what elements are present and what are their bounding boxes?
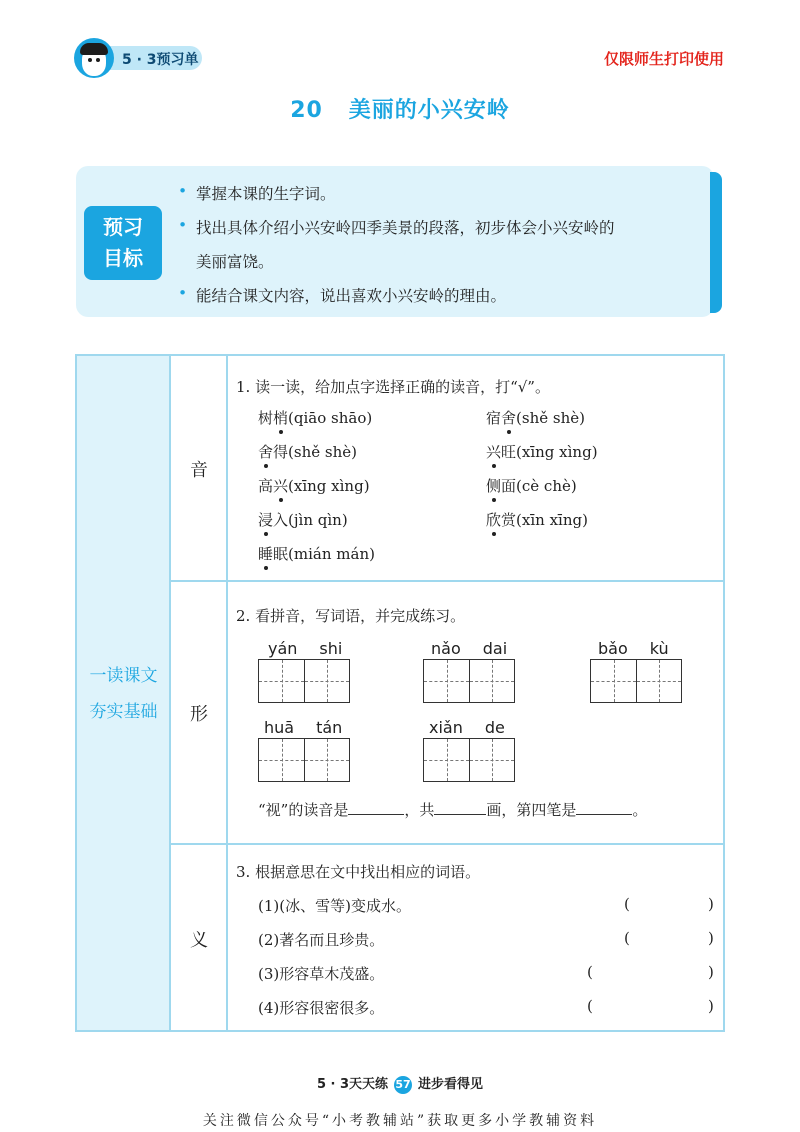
category-sound: 音 xyxy=(190,460,208,481)
answer-paren-open: ( xyxy=(587,963,593,981)
section-name-line2: 夯实基础 xyxy=(89,702,158,722)
bullet-dot-icon: • xyxy=(178,284,188,302)
answer-paren-open: ( xyxy=(624,929,630,947)
page-number: 57 xyxy=(394,1076,412,1094)
avatar-eye-right xyxy=(96,58,100,62)
bullet-dot-icon: • xyxy=(178,216,188,234)
print-notice: 仅限师生打印使用 xyxy=(603,50,724,68)
definition-item: (3)形容草木茂盛。 xyxy=(258,965,385,983)
header-badge-label: 5 · 3预习单 xyxy=(122,52,199,68)
definition-item: (2)著名而且珍贵。 xyxy=(258,931,385,949)
header-badge xyxy=(74,38,204,78)
fill-in-sentence: “视”的读音是 ，共 画，第四笔是 。 xyxy=(258,801,648,819)
cartoon-boy-icon xyxy=(74,38,114,78)
pronunciation-item: 宿舍(shě shè) xyxy=(486,409,585,427)
category-meaning: 义 xyxy=(190,930,208,951)
goals-label-line1: 预习 xyxy=(103,215,143,239)
page-title: 20 美丽的小兴安岭 xyxy=(290,98,510,123)
pronunciation-item: 兴旺(xīng xìng) xyxy=(486,443,598,461)
pronunciation-item: 侧面(cè chè) xyxy=(486,477,577,495)
watermark-text: 关注微信公众号“小考教辅站”获取更多小学教辅资料 xyxy=(202,1113,598,1129)
answer-paren-close: ) xyxy=(708,929,714,947)
footer-right: 进步看得见 xyxy=(418,1077,484,1092)
pinyin-label: xiǎn de xyxy=(429,718,505,737)
definition-item: (1)(冰、雪等)变成水。 xyxy=(258,897,411,915)
page-footer xyxy=(0,1073,800,1094)
answer-paren-close: ) xyxy=(708,963,714,981)
pronunciation-item: 树梢(qiāo shāo) xyxy=(258,409,373,427)
pinyin-label: nǎo dai xyxy=(431,639,508,658)
avatar-hair xyxy=(80,43,108,55)
answer-paren-close: ) xyxy=(708,997,714,1015)
answer-blank[interactable] xyxy=(348,801,404,815)
answer-blank[interactable] xyxy=(576,801,632,815)
pronunciation-item: 舍得(shě shè) xyxy=(258,443,357,461)
question-2-prompt: 2. 看拼音，写词语，并完成练习。 xyxy=(236,607,466,625)
pronunciation-item: 欣赏(xīn xīng) xyxy=(486,511,588,529)
definition-item: (4)形容很密很多。 xyxy=(258,999,385,1017)
pinyin-label: bǎo kù xyxy=(598,639,669,658)
writing-grid[interactable] xyxy=(423,659,515,703)
writing-grid[interactable] xyxy=(590,659,682,703)
writing-grid[interactable] xyxy=(423,738,515,782)
answer-paren-open: ( xyxy=(587,997,593,1015)
category-shape: 形 xyxy=(190,704,208,725)
section-name-line1: 一读课文 xyxy=(89,666,158,686)
goals-box-edge xyxy=(710,172,722,313)
writing-grid[interactable] xyxy=(258,738,350,782)
writing-grid[interactable] xyxy=(258,659,350,703)
table-row-divider xyxy=(170,843,725,845)
bullet-dot-icon: • xyxy=(178,182,188,200)
pronunciation-item: 浸入(jìn qìn) xyxy=(258,511,348,529)
pinyin-label: huā tán xyxy=(264,718,343,737)
table-divider xyxy=(226,354,228,1032)
pronunciation-item: 高兴(xīng xìng) xyxy=(258,477,370,495)
pronunciation-item: 睡眠(mián mán) xyxy=(258,545,375,563)
pinyin-label: yán shi xyxy=(268,639,343,658)
goals-label-line2: 目标 xyxy=(103,246,143,270)
goals-label xyxy=(84,206,162,280)
answer-blank[interactable] xyxy=(434,801,486,815)
answer-paren-open: ( xyxy=(624,895,630,913)
table-row-divider xyxy=(170,580,725,582)
avatar-eye-left xyxy=(88,58,92,62)
answer-paren-close: ) xyxy=(708,895,714,913)
footer-left: 5 · 3天天练 xyxy=(316,1077,389,1092)
question-3-prompt: 3. 根据意思在文中找出相应的词语。 xyxy=(236,863,481,881)
question-1-prompt: 1. 读一读，给加点字选择正确的读音，打“√”。 xyxy=(236,378,550,396)
